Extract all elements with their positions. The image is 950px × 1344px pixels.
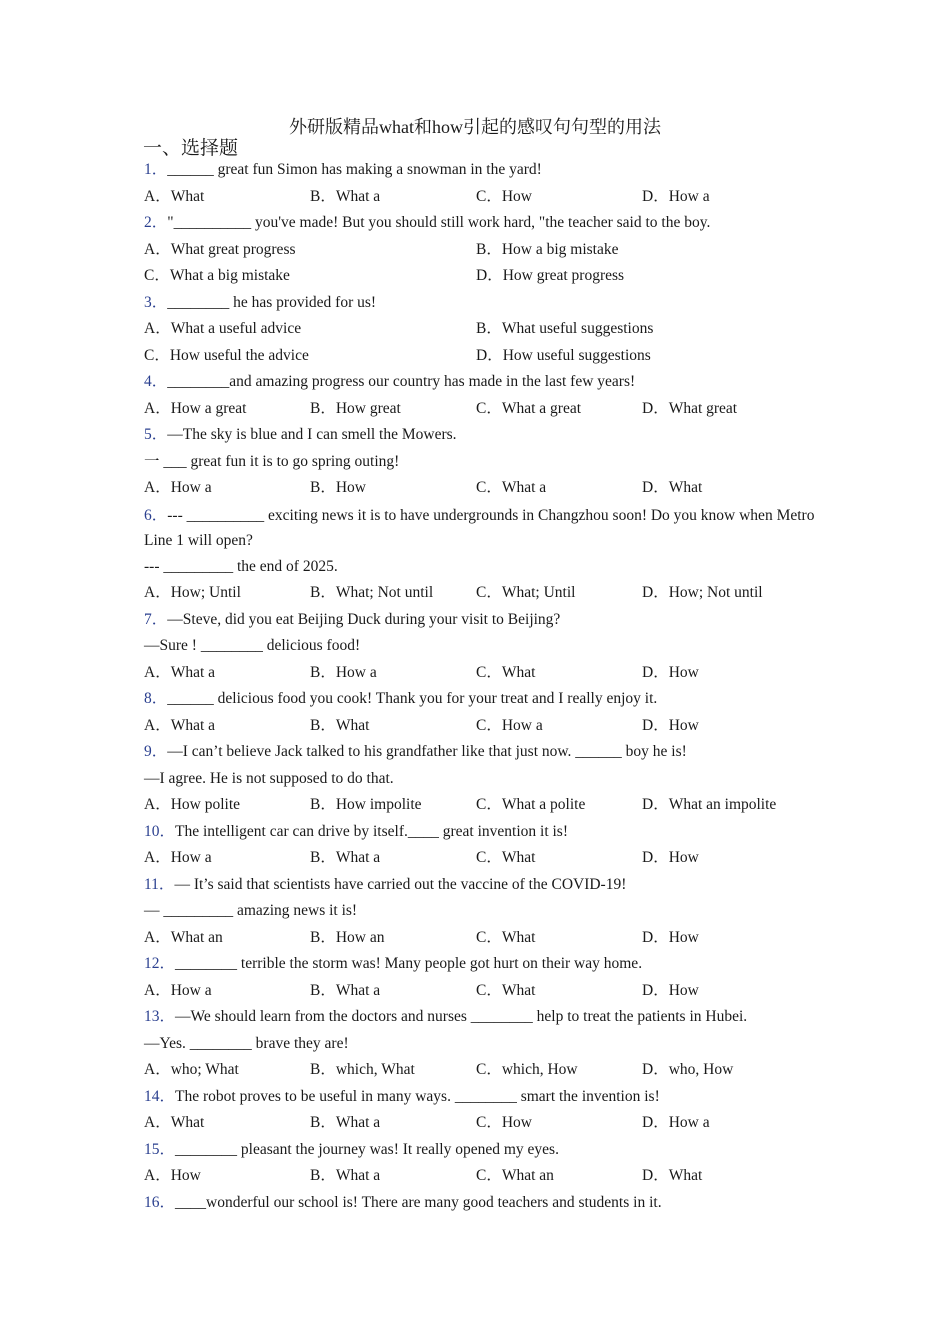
question-dialogue-line — [144, 449, 824, 476]
answer-options — [144, 925, 824, 952]
answer-option[interactable]: B．What — [310, 716, 370, 734]
answer-option[interactable]: D．How useful suggestions — [476, 346, 651, 364]
answer-option[interactable]: D．What — [642, 1167, 703, 1184]
question-item — [144, 369, 824, 422]
answer-options — [144, 660, 824, 687]
answer-option[interactable]: D．How — [642, 663, 699, 681]
answer-option[interactable]: D．How a — [642, 187, 710, 205]
answer-option[interactable]: A．What — [144, 1114, 205, 1131]
question-number: 4． — [144, 373, 168, 390]
answer-option[interactable]: B．How impolite — [310, 796, 422, 813]
answer-option[interactable]: C．How — [476, 187, 532, 205]
question-text: "__________ you've made! But you should still work hard, "the teacher said to the boy. — [167, 214, 711, 231]
answer-option[interactable]: A．What great progress — [144, 240, 296, 258]
question-dialogue-line — [144, 766, 824, 793]
answer-options — [144, 184, 824, 211]
question-text: — It’s said that scientists have carried out the vaccine of the COVID-19! — [174, 875, 627, 893]
question-number: 7． — [144, 610, 168, 628]
question-text: ____wonderful our school is! There are many good teachers and students in it. — [175, 1193, 662, 1211]
question-stem — [144, 290, 824, 317]
question-item — [144, 502, 824, 607]
answer-option[interactable]: A．What an — [144, 928, 223, 946]
question-text: ________ pleasant the journey was! It really opened my eyes. — [175, 1140, 559, 1158]
question-number: 13． — [144, 1008, 176, 1025]
question-stem — [144, 607, 824, 634]
question-text: ________and amazing progress our country has made in the last few years! — [167, 373, 636, 390]
question-stem — [144, 502, 824, 554]
answer-option[interactable]: C．How — [476, 1114, 532, 1131]
answer-option[interactable]: A．How polite — [144, 796, 241, 813]
answer-option[interactable]: D．How — [642, 928, 699, 946]
question-list — [144, 157, 824, 1216]
question-item — [144, 951, 824, 1004]
answer-options — [144, 1057, 824, 1084]
answer-option[interactable]: B．What a — [310, 1114, 381, 1131]
answer-option[interactable]: D．What great — [642, 399, 738, 417]
answer-option[interactable]: C．How useful the advice — [144, 346, 309, 364]
answer-option[interactable]: C．What a big mistake — [144, 267, 290, 284]
question-dialogue-line — [144, 554, 824, 581]
answer-option[interactable]: C．What an — [476, 1167, 554, 1184]
answer-option[interactable]: A．What a useful advice — [144, 320, 302, 337]
answer-options — [144, 580, 824, 607]
question-stem — [144, 1084, 824, 1111]
question-text: ________ he has provided for us! — [167, 293, 377, 311]
question-text: —I agree. He is not supposed to do that. — [144, 769, 394, 787]
answer-option[interactable]: A．How a — [144, 981, 212, 999]
question-stem — [144, 872, 824, 899]
answer-option[interactable]: B．which, What — [310, 1061, 415, 1078]
answer-option[interactable]: C．which, How — [476, 1061, 578, 1078]
question-number: 9． — [144, 743, 168, 760]
question-dialogue-line — [144, 633, 824, 660]
answer-options — [144, 396, 824, 423]
answer-option[interactable]: A．How — [144, 1167, 201, 1184]
question-text: — _________ amazing news it is! — [144, 902, 358, 919]
question-text: The robot proves to be useful in many ways. ________ smart the invention is! — [175, 1087, 660, 1105]
answer-options — [144, 792, 824, 819]
answer-option[interactable]: D．How a — [642, 1114, 710, 1131]
question-item — [144, 1084, 824, 1137]
question-number: 12． — [144, 955, 176, 972]
answer-option[interactable]: B．What useful suggestions — [476, 320, 654, 337]
question-item — [144, 686, 824, 739]
answer-options — [144, 845, 824, 872]
question-item — [144, 210, 824, 290]
question-item — [144, 607, 824, 687]
answer-option[interactable]: D．How — [642, 716, 699, 734]
answer-options — [144, 1163, 824, 1190]
question-stem — [144, 157, 824, 184]
answer-option[interactable]: B．What; Not until — [310, 584, 434, 601]
answer-option[interactable]: B．How a — [310, 663, 377, 681]
answer-option[interactable]: B．How a big mistake — [476, 240, 619, 258]
question-text: ______ great fun Simon has making a snowman in the yard! — [167, 161, 542, 178]
answer-option[interactable]: D．What an impolite — [642, 796, 777, 813]
answer-option[interactable]: C．What — [476, 849, 536, 866]
question-text: --- _________ the end of 2025. — [144, 557, 338, 575]
answer-option[interactable]: D．How — [642, 981, 699, 999]
question-item — [144, 872, 824, 952]
answer-option[interactable]: D．How; Not until — [642, 584, 763, 601]
answer-option[interactable]: C．What a — [476, 479, 547, 496]
question-text: The intelligent car can drive by itself.____ great invention it is! — [175, 822, 568, 840]
answer-options — [144, 316, 824, 343]
question-item — [144, 1137, 824, 1190]
answer-option[interactable]: C．What a great — [476, 399, 582, 417]
question-item — [144, 157, 824, 210]
question-text: --- __________ exciting news it is to have undergrounds in Changzhou soon! Do you know when Metro Line 1 will open? — [144, 506, 815, 549]
answer-option[interactable]: B．What a — [310, 1167, 381, 1184]
question-text: —The sky is blue and I can smell the Mowers. — [167, 426, 457, 443]
question-stem — [144, 422, 824, 449]
answer-options — [144, 713, 824, 740]
question-item — [144, 290, 824, 370]
question-item — [144, 1190, 824, 1217]
answer-option[interactable]: B．How an — [310, 928, 385, 946]
question-stem — [144, 739, 824, 766]
answer-option[interactable]: D．What — [642, 479, 703, 496]
question-number: 1． — [144, 161, 168, 178]
page-title: 外研版精品what和how引起的感叹句句型的用法 — [289, 117, 661, 137]
question-item — [144, 1004, 824, 1084]
question-stem — [144, 1190, 824, 1217]
question-stem — [144, 951, 824, 978]
answer-option[interactable]: C．What a polite — [476, 796, 586, 813]
question-text: —Sure ! ________ delicious food! — [144, 637, 361, 654]
question-text: 一 ___ great fun it is to go spring outing! — [144, 452, 400, 470]
answer-options — [144, 237, 824, 264]
answer-options — [144, 978, 824, 1005]
answer-option[interactable]: B．What a — [310, 187, 381, 205]
section-heading: 一、选择题 — [143, 138, 239, 159]
answer-option[interactable]: B．How great — [310, 399, 401, 417]
question-number: 15． — [144, 1140, 176, 1158]
answer-options — [144, 263, 824, 290]
question-text: —Steve, did you eat Beijing Duck during your visit to Beijing? — [167, 610, 561, 628]
answer-option[interactable]: D．How — [642, 849, 699, 866]
answer-option[interactable]: B．How — [310, 479, 366, 496]
question-number: 8． — [144, 690, 168, 707]
question-stem — [144, 369, 824, 396]
answer-option[interactable]: D．who, How — [642, 1061, 734, 1078]
question-stem — [144, 210, 824, 237]
answer-option[interactable]: A．who; What — [144, 1061, 239, 1078]
question-stem — [144, 1004, 824, 1031]
question-item — [144, 819, 824, 872]
question-number: 11． — [144, 875, 175, 893]
answer-option[interactable]: C．What — [476, 981, 536, 999]
question-text: —We should learn from the doctors and nurses ________ help to treat the patients in Hubei. — [175, 1008, 748, 1025]
answer-option[interactable]: C．What — [476, 663, 536, 681]
question-text: ______ delicious food you cook! Thank you for your treat and I really enjoy it. — [167, 690, 658, 707]
answer-option[interactable]: B．What a — [310, 981, 381, 999]
answer-option[interactable]: A．What a — [144, 716, 216, 734]
question-number: 14． — [144, 1087, 176, 1105]
question-number: 3． — [144, 293, 168, 311]
question-stem — [144, 1137, 824, 1164]
answer-options — [144, 343, 824, 370]
answer-option[interactable]: C．What; Until — [476, 584, 576, 601]
question-dialogue-line — [144, 1031, 824, 1058]
question-stem — [144, 686, 824, 713]
question-text: ________ terrible the storm was! Many people got hurt on their way home. — [175, 955, 643, 972]
answer-option[interactable]: A．What a — [144, 663, 216, 681]
question-number: 10． — [144, 822, 176, 840]
question-number: 6． — [144, 506, 168, 524]
answer-option[interactable]: A．What — [144, 187, 205, 205]
question-item — [144, 739, 824, 819]
answer-option[interactable]: C．How a — [476, 716, 543, 734]
answer-options — [144, 1110, 824, 1137]
answer-option[interactable]: B．What a — [310, 849, 381, 866]
question-item — [144, 422, 824, 502]
answer-options — [144, 475, 824, 502]
question-text: —Yes. ________ brave they are! — [144, 1034, 349, 1052]
answer-option[interactable]: A．How a great — [144, 399, 247, 417]
answer-option[interactable]: C．What — [476, 928, 536, 946]
answer-option[interactable]: A．How a — [144, 479, 212, 496]
answer-option[interactable]: D．How great progress — [476, 267, 625, 284]
question-dialogue-line — [144, 898, 824, 925]
question-number: 2． — [144, 214, 168, 231]
answer-option[interactable]: A．How a — [144, 849, 212, 866]
question-text: —I can’t believe Jack talked to his grandfather like that just now. ______ boy he is! — [167, 743, 687, 760]
question-number: 5． — [144, 426, 168, 443]
question-number: 16． — [144, 1193, 176, 1211]
question-stem — [144, 819, 824, 846]
answer-option[interactable]: A．How; Until — [144, 584, 241, 601]
